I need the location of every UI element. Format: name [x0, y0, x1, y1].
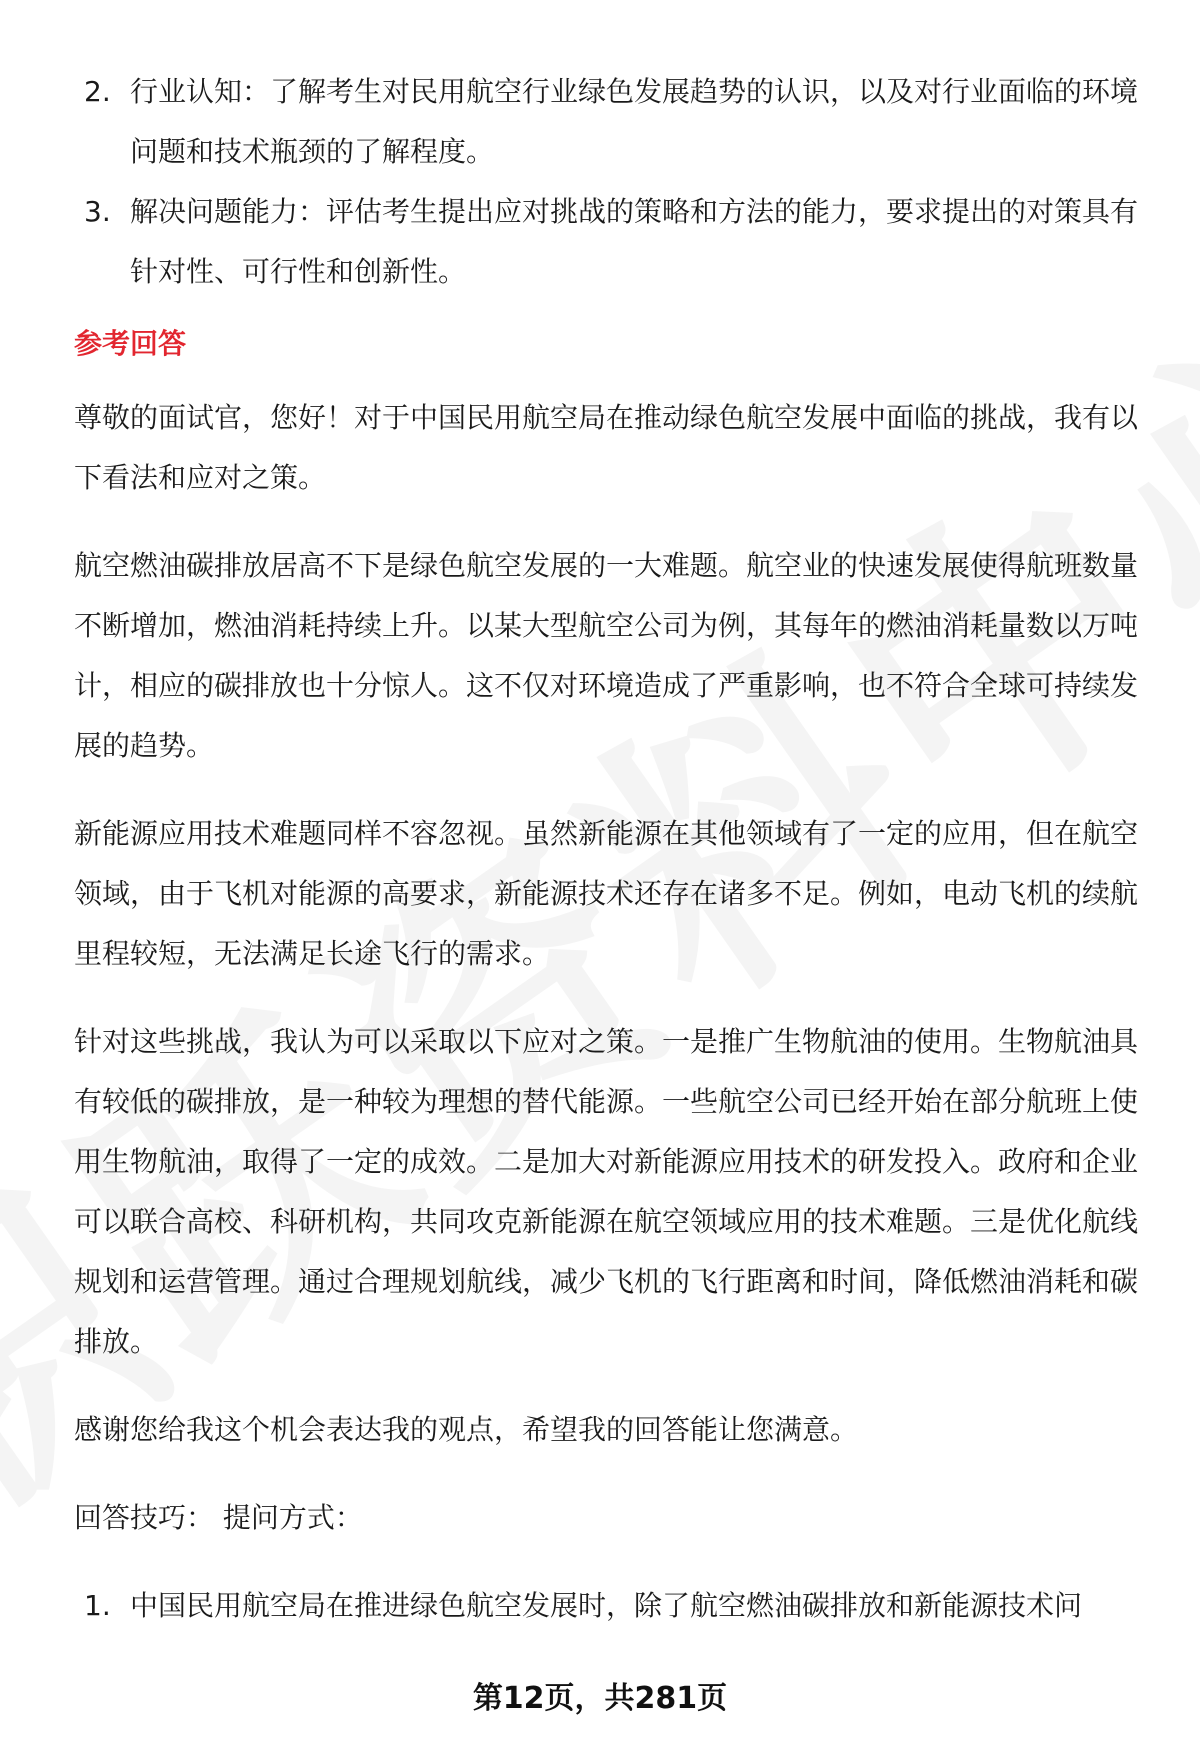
answer-tips-heading: 回答技巧： 提问方式：: [74, 1501, 363, 1534]
list-text: 行业认知：了解考生对民用航空行业绿色发展趋势的认识，以及对行业面临的环境问题和技术瓶颈的了解程度。: [130, 75, 1139, 168]
list-number: 1.: [84, 1589, 111, 1622]
paragraph: 感谢您给我这个机会表达我的观点，希望我的回答能让您满意。: [74, 1413, 859, 1446]
list-item: [74, 1576, 1144, 1636]
list-text: 中国民用航空局在推进绿色航空发展时，除了航空燃油碳排放和新能源技术问: [130, 1589, 1083, 1622]
list-text: 解决问题能力：评估考生提出应对挑战的策略和方法的能力，要求提出的对策具有针对性、可行性和创新性。: [130, 195, 1139, 288]
paragraph: 航空燃油碳排放居高不下是绿色航空发展的一大难题。航空业的快速发展使得航班数量不断增加，燃油消耗持续上升。以某大型航空公司为例，其每年的燃油消耗量数以万吨计，相应的碳排放也十分惊人。这不仅对环境造成了严重影响，也不符合全球可持续发展的趋势。: [74, 549, 1139, 762]
list-number: 2.: [84, 75, 111, 108]
list-item: [74, 62, 1144, 182]
document-body: [74, 62, 1144, 1636]
section-title: 参考回答: [74, 327, 187, 360]
list-item: [74, 182, 1144, 302]
paragraph: 新能源应用技术难题同样不容忽视。虽然新能源在其他领域有了一定的应用，但在航空领域，由于飞机对能源的高要求，新能源技术还存在诸多不足。例如，电动飞机的续航里程较短，无法满足长途飞行的需求。: [74, 817, 1139, 970]
page-footer: 第12页，共281页: [472, 1681, 728, 1716]
paragraph: 尊敬的面试官，您好！对于中国民用航空局在推动绿色航空发展中面临的挑战，我有以下看法和应对之策。: [74, 401, 1139, 494]
paragraph: 针对这些挑战，我认为可以采取以下应对之策。一是推广生物航油的使用。生物航油具有较低的碳排放，是一种较为理想的替代能源。一些航空公司已经开始在部分航班上使用生物航油，取得了一定的成效。二是加大对新能源应用技术的研发投入。政府和企业可以联合高校、科研机构，共同攻克新能源在航空领域应用的技术难题。三是优化航线规划和运营管理。通过合理规划航线，减少飞机的飞行距离和时间，降低燃油消耗和碳排放。: [74, 1025, 1139, 1358]
list-number: 3.: [84, 195, 111, 228]
